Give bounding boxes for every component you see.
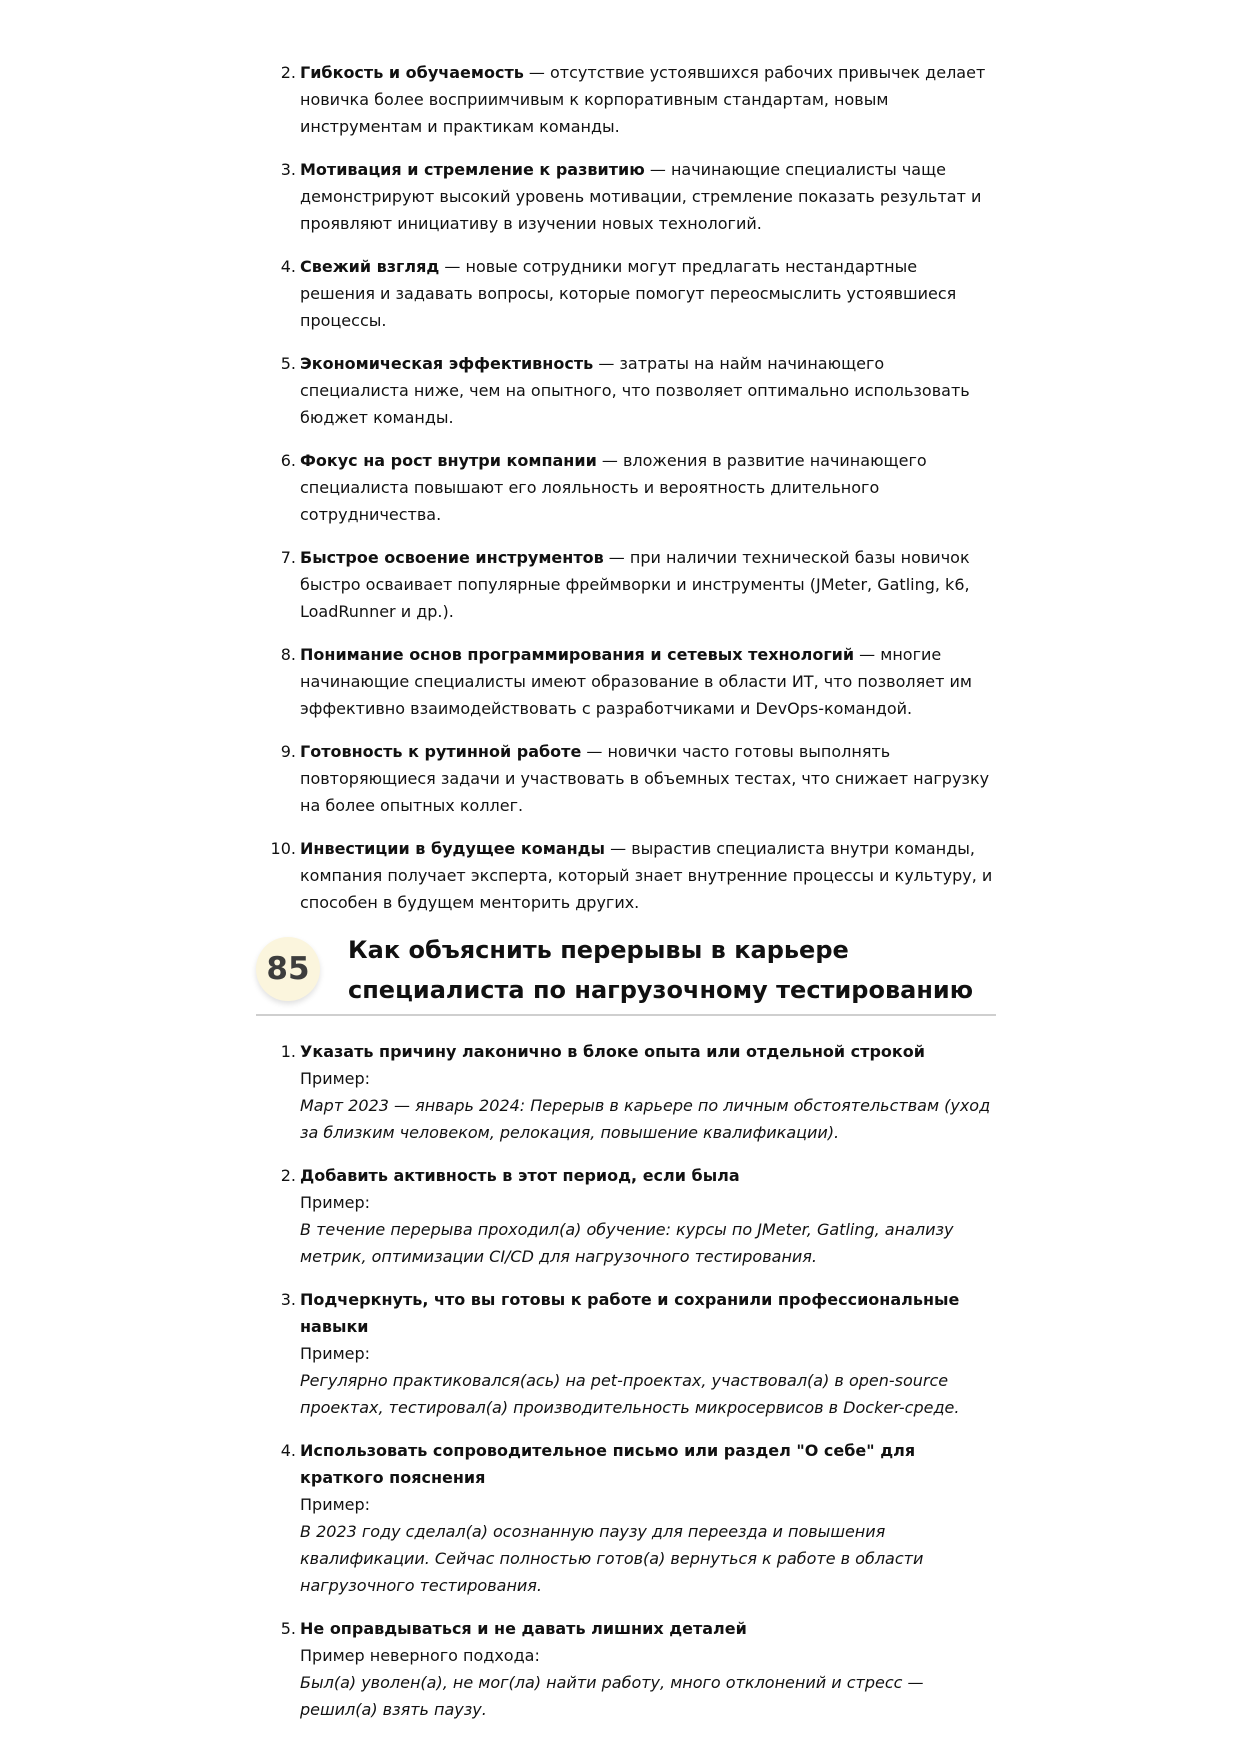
list-item [256, 447, 996, 528]
list-item [256, 835, 996, 916]
item-title: Не оправдываться и не давать лишних деталей [300, 1619, 747, 1638]
list-item [256, 1286, 996, 1421]
list-number: 5. [280, 1619, 296, 1638]
list-number: 4. [280, 1441, 296, 1460]
example-label: Пример неверного подхода: [300, 1646, 540, 1665]
section-number-badge: 85 [256, 937, 320, 1001]
example-text: Был(а) уволен(а), не мог(ла) найти работу, много отклонений и стресс — решил(а) взять паузу. [300, 1673, 924, 1719]
list-item [256, 1437, 996, 1599]
item-title: Быстрое освоение инструментов [300, 548, 604, 567]
list-item [256, 1038, 996, 1146]
example-text: В течение перерыва проходил(а) обучение: курсы по JMeter, Gatling, анализу метрик, оптимизации CI/CD для нагрузочного тестирования. [300, 1220, 954, 1266]
example-text: Март 2023 — январь 2024: Перерыв в карьере по личным обстоятельствам (уход за близким человеком, релокация, повышение квалификации). [300, 1096, 991, 1142]
item-title: Свежий взгляд [300, 257, 440, 276]
section-divider [256, 1014, 996, 1016]
item-text: — отсутствие устоявшихся рабочих привычек делает новичка более восприимчивым к корпоративным стандартам, новым инструментам и практикам команды. [300, 63, 986, 136]
item-title: Указать причину лаконично в блоке опыта или отдельной строкой [300, 1042, 925, 1061]
item-text: — новые сотрудники могут предлагать нестандартные решения и задавать вопросы, которые помогут переосмыслить устоявшиеся процессы. [300, 257, 957, 330]
list-number: 4. [280, 257, 296, 276]
list-number: 2. [280, 1166, 296, 1185]
list-number: 1. [280, 1042, 296, 1061]
list-number: 8. [280, 645, 296, 664]
list-number: 3. [280, 1290, 296, 1309]
career-gap-list [256, 1038, 996, 1739]
item-text: — вырастив специалиста внутри команды, компания получает эксперта, который знает внутренние процессы и культуру, и способен в будущем менторить других. [300, 839, 993, 912]
section-title: Как объяснить перерывы в карьере специалиста по нагрузочному тестированию [348, 936, 974, 1004]
item-text: — вложения в развитие начинающего специалиста повышают его лояльность и вероятность длительного сотрудничества. [300, 451, 927, 524]
list-number: 7. [280, 548, 296, 567]
item-text: — при наличии технической базы новичок быстро осваивает популярные фреймворки и инструменты (JMeter, Gatling, k6, LoadRunner и др.). [300, 548, 970, 621]
list-item [256, 1615, 996, 1723]
list-item [256, 738, 996, 819]
item-title: Мотивация и стремление к развитию [300, 160, 645, 179]
list-number: 6. [280, 451, 296, 470]
item-title: Подчеркнуть, что вы готовы к работе и сохранили профессиональные навыки [300, 1290, 960, 1336]
item-title: Фокус на рост внутри компании [300, 451, 597, 470]
item-title: Понимание основ программирования и сетевых технологий [300, 645, 855, 664]
example-text: Регулярно практиковался(ась) на pet-проектах, участвовал(а) в open-source проектах, тестировал(а) производительность микросервисов в Docker-среде. [300, 1371, 960, 1417]
list-number: 9. [280, 742, 296, 761]
item-title: Добавить активность в этот период, если была [300, 1166, 740, 1185]
example-label: Пример: [300, 1495, 371, 1514]
item-title: Готовность к рутинной работе [300, 742, 582, 761]
item-title: Гибкость и обучаемость [300, 63, 524, 82]
list-item [256, 544, 996, 625]
example-label: Пример: [300, 1344, 371, 1363]
list-item [256, 350, 996, 431]
example-text: В 2023 году сделал(а) осознанную паузу для переезда и повышения квалификации. Сейчас полностью готов(а) вернуться к работе в области нагрузочного тестирования. [300, 1522, 924, 1595]
example-label: Пример: [300, 1069, 371, 1088]
item-text: — затраты на найм начинающего специалиста ниже, чем на опытного, что позволяет оптимально использовать бюджет команды. [300, 354, 970, 427]
list-number: 5. [280, 354, 296, 373]
list-item [256, 59, 996, 140]
list-item [256, 1162, 996, 1270]
list-number: 2. [280, 63, 296, 82]
example-label: Пример: [300, 1193, 371, 1212]
item-title: Использовать сопроводительное письмо или раздел "О себе" для краткого пояснения [300, 1441, 916, 1487]
item-title: Инвестиции в будущее команды [300, 839, 606, 858]
list-number: 3. [280, 160, 296, 179]
benefits-list [256, 59, 996, 932]
item-text: — многие начинающие специалисты имеют образование в области ИТ, что позволяет им эффективно взаимодействовать с разработчиками и DevOps-командой. [300, 645, 972, 718]
list-number: 10. [270, 839, 296, 858]
list-item [256, 641, 996, 722]
list-item [256, 156, 996, 237]
item-text: — новички часто готовы выполнять повторяющиеся задачи и участвовать в объемных тестах, что снижает нагрузку на более опытных коллег. [300, 742, 990, 815]
item-title: Экономическая эффективность [300, 354, 594, 373]
item-text: — начинающие специалисты чаще демонстрируют высокий уровень мотивации, стремление показать результат и проявляют инициативу в изучении новых технологий. [300, 160, 982, 233]
list-item [256, 253, 996, 334]
section-header [256, 925, 996, 1015]
